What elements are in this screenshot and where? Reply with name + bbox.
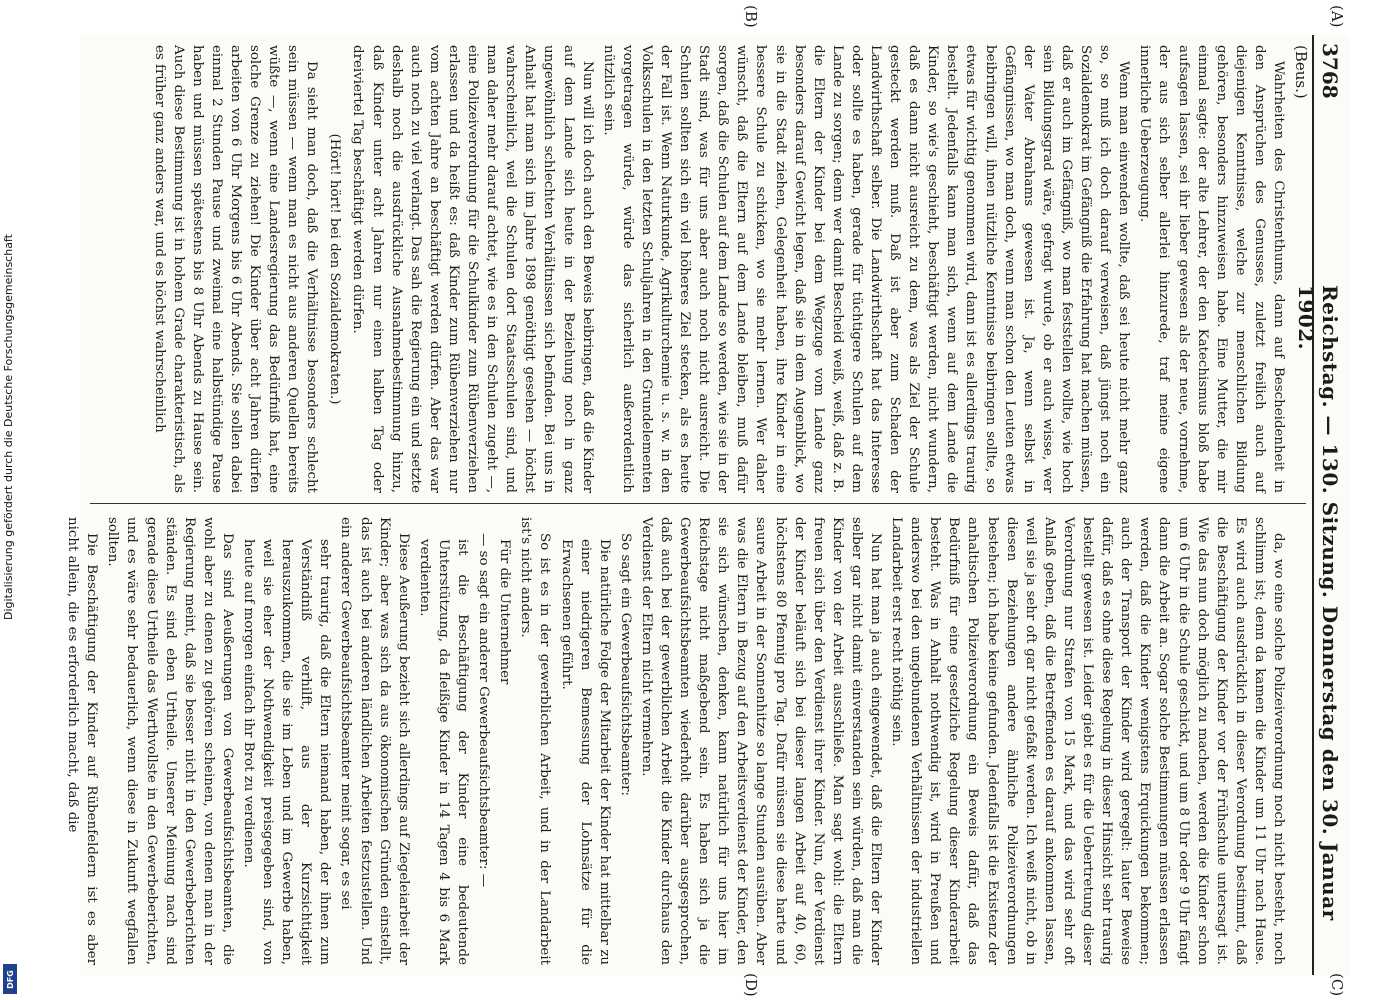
speaker-name: (Beus.) [1292, 45, 1310, 99]
page-title: Reichstag. — 130. Sitzung. Donnerstag den 30. Januar 1902. [1294, 285, 1342, 921]
margin-marker-b: (B) [742, 5, 760, 28]
paragraph: Die Beschäftigung der Kinder auf Rübenfeldern ist es aber nicht allein, die es erforderlich macht, daß die [65, 517, 100, 965]
margin-marker-a: (A) [1328, 5, 1346, 28]
quotation: Die natürliche Folge der Mitarbeit der Kinder hat mittelbar zu einer niedrigeren Bemessung der Lohnsätze für die Erwachsenen geführt. [558, 539, 612, 965]
margin-marker-c: (C) [1328, 973, 1346, 997]
paragraph: Diese Aeußerung bezieht sich allerdings auf Ziegeleiarbeit der Kinder; aber was sich da aus ökonomischen Gründen einstellt, das ist auch bei anderen ländlichen Arbeiten festzustellen. Und ein anderer Gewerbeaufsichtsbeamter meint sogar, es sei [338, 517, 411, 965]
paragraph: — so sagt ein anderer Gewerbeaufsichtsbeamter: — [476, 533, 492, 888]
right-column [65, 517, 1288, 965]
quotation: Für die Unternehmer [497, 539, 513, 685]
margin-marker-d: (D) [742, 973, 760, 997]
quotation: sehr traurig, daß die Eltern niemand haben, der ihnen zum Verständniß verhilft, aus der Kurzsichtigkeit herauszukommen, die sie im Leben und im Gewerbe haben, weil sie eher der Nothwendigkeit preisgegeben sind, von heute auf morgen einfach ihr Brot zu verdienen. [241, 539, 333, 965]
newspaper-page [65, 5, 1350, 997]
paragraph: So sagt ein Gewerbeaufsichtsbeamter: [617, 533, 633, 797]
paragraph: So ist es in der gewerblichen Arbeit, und in der Landarbeit ist's nicht anders. [518, 517, 553, 965]
paragraph: Da sieht man doch, daß die Verhältnisse besonders schlecht sein müssen — wenn man es nicht aus anderen Quellen bereits wüßte —, wenn eine Landesregierung das Bedürfniß hat, eine solche Grenze zu ziehen! Die Kinder über acht Jahren dürfen arbeiten von 6 Uhr Morgens bis 6 Uhr Abends. Sie sollen dabei einmal 2 Stunden Pause und zweimal eine halbstündige Pause haben und müssen spätestens bis 8 Uhr Abends zu Hause sein. Auch diese Bestimmung ist in hohem Grade charakteristisch, als es früher ganz anders war, und es höchst wahrscheinlich [151, 45, 320, 493]
dfg-logo-text: DFG [5, 969, 15, 989]
digitization-credit: Digitalisierung gefördert durch die Deutsche Forschungsgemeinschaft [2, 234, 15, 620]
paragraph: Das sind Aeußerungen von Gewerbeaufsichtsbeamten, die wohl aber zu denen zu gehören scheinen, von denen man in der Regierung meint, daß sie besser nicht in den Gewerbeberichten ständen. Es sind eben Urtheile. Unserer Meinung nach sind gerade diese Urtheile das Werthvollste in den Gewerbeberichten, und es wäre sehr bedauerlich, wenn diese in Zukunft wegfallen sollten. [105, 517, 235, 965]
interjection: (Hört! hört! bei den Sozialdemokraten.) [327, 133, 343, 405]
paragraph: Wenn man einwenden wollte, daß sei heute nicht mehr ganz so, so muß ich doch darauf verweisen, daß jüngst noch ein Sozialdemokrat im Gefängniß die Erfahrung hat machen müssen, daß er auch im Gefängniß, wo man feststellen wollte, wie hoch sein Bildungsgrad wäre, gefragt wurde, ob er auch wisse, wer der Vater Abrahams gewesen ist. Ja, wenn selbst in Gefängnissen, wo man doch, wenn man schon den Leuten etwas beibringen will, ihnen nützliche Kenntnisse beibringen sollte, so etwas für wichtig genommen wird, dann ist es allerdings traurig bestellt. Jedenfalls kann man sich, wenn auf dem Lande die Kinder, so wie's geschieht, beschäftigt werden, nicht wundern, daß es dann nicht ausreicht zu dem, was als Ziel der Schule gesteckt werden muß. Daß ist aber zum Schaden der Landwirthschaft selber. Die Landwirthschaft hat das Interesse oder sollte es haben, gerade für tüchtigere Schulen auf dem Lande zu sorgen; denn wer damit Bescheid weiß, weiß, daß z. B. die Eltern der Kinder bei dem Wegzuge vom Lande ganz besonders darauf Gewicht legen, daß sie in dem Augenblick, wo sie in die Stadt ziehen, Gelegenheit haben, ihre Kinder in eine bessere Schule zu schicken, wo sie mehr lernen. Wer daher wünscht, daß die Eltern auf dem Lande bleiben, muß dafür sorgen, daß die Schulen auf dem Lande so werden, wie sie in der Stadt sind, was für uns aber auch noch nicht ausreicht. Die Schulen sollten sich ein viel höheres Ziel stecken, als es heute der Fall ist. Wenn Naturkunde, Agrikulturchemie u. s. w. in den Volksschulen in den letzten Schuljahren in den Grundelementen vorgetragen würde, würde das sicherlich außerordentlich nützlich sein. [600, 45, 1132, 493]
paragraph: Nun hat man ja auch eingewendet, daß die Eltern der Kinder selber gar nicht damit einverstanden sein würden, daß man die Kinder von der Arbeit ausschließe. Man sagt wohl: die Eltern freuen sich über den Verdienst ihrer Kinder. Nun, der Verdienst der Kinder beläuft sich bei dieser langen Arbeit auf 40, 60, höchstens 80 Pfennig pro Tag. Dafür müssen sie diese harte und saure Arbeit in der Sonnenhitze so lange Stunden ausüben. Aber was die Eltern in Bezug auf den Arbeitsverdienst der Kinder, den sie sich wünschen, denken, kann natürlich für uns hier im Reichstage nicht maßgebend sein. Es haben sich ja die Gewerbeaufsichtsbeamten wiederholt darüber ausgesprochen, daß auch bei der gewerblichen Arbeit die Kinder durchaus den Verdienst der Eltern nicht vermehren. [638, 517, 884, 965]
page-number: 3768 [1318, 43, 1342, 99]
dfg-logo-icon [3, 964, 17, 994]
paragraph: Nun will ich doch auch den Beweis beibringen, daß die Kinder auf dem Lande sich heute in der Beziehung noch in ganz ungewöhnlich schlechten Verhältnissen sich befinden. Bei uns in Anhalt hat man sich im Jahre 1898 genöthigt gesehen — höchst wahrscheinlich, weil die Schulen dort Staatsschulen sind, und man daher mehr darauf achtet, wie es in den Schulen zugeht —, eine Polizeiverordnung für die Schulkinder zum Rübenverziehen erlassen und da heißt es: daß Kinder zum Rübenverziehen nur vom achten Jahre an beschäftigt werden dürfen. Aber das war auch noch zu viel verlangt. Das sah die Regierung ein und setzte deshalb noch die ausdrückliche Ausnahmebestimmung hinzu, daß Kinder unter acht Jahren nur einen halben Tag oder dreiviertel Tag beschäftigt werden dürfen. [350, 45, 595, 493]
quotation: ist die Beschäftigung der Kinder eine bedeutende Unterstützung, da fleißige Kinder in 14 Tagen 4 bis 6 Mark verdienten. [416, 539, 471, 965]
paragraph: da, wo eine solche Polizeiverordnung noch nicht besteht, noch schlimm ist; denn da kamen die Kinder um 11 Uhr nach Hause. Es wird auch ausdrücklich in dieser Verordnung bestimmt, daß die Beschäftigung der Kinder vor der Frühschule untersagt ist. Wie das nun doch möglich zu machen, werden die Kinder schon um 6 Uhr in die Schule geschickt, und um 8 Uhr oder 9 Uhr fängt dann die Arbeit an. Sogar solche Bestimmungen müssen erlassen werden, daß die Kinder wenigstens Erquickungen bekommen; auch der Transport der Kinder wird geregelt: lauter Beweise dafür, daß es ohne diese Regelung in dieser Hinsicht sehr traurig bestellt gewesen ist. Leider giebt es für die Uebertretung dieser Verordnung nur Strafen von 15 Mark, und das wird sehr oft Anlaß geben, daß die Betreffenden es darauf ankommen lassen, weil sie ja sehr oft gar nicht gefaßt werden. Ich weiß nicht, ob in diesen Beziehungen andere ähnliche Polizeiverordnungen bestehen; ich habe keine gefunden. Jedenfalls ist die Existenz der anhaltischen Polizeiverordnung ein Beweis dafür, daß das Bedürfniß für eine gesetzliche Regelung dieser Kinderarbeit besteht. Was in Anhalt nothwendig ist, wird in Preußen und anderswo bei den ungebundenen Verhältnissen der industriellen Landarbeit erst recht nöthig sein. [889, 517, 1286, 965]
left-column [90, 45, 1288, 493]
column-divider [90, 503, 1306, 504]
paragraph: Wahrheiten des Christenthums, dann auf Bescheidenheit in den Ansprüchen des Genusses, zuletzt freilich auch auf diejenigen Kenntnisse, welche zur menschlichen Bildung gehören, besonders hinzuweisen habe. Eine Mutter, die mir einmal sagte: der alte Lehrer, der den Katechismus bloß habe aufsagen lassen, sei ihr lieber gewesen als der neue, vornehme, der aus sich selber allerlei hinzurede, traf meine eigene innerliche Ueberzeugung. [1137, 45, 1286, 493]
